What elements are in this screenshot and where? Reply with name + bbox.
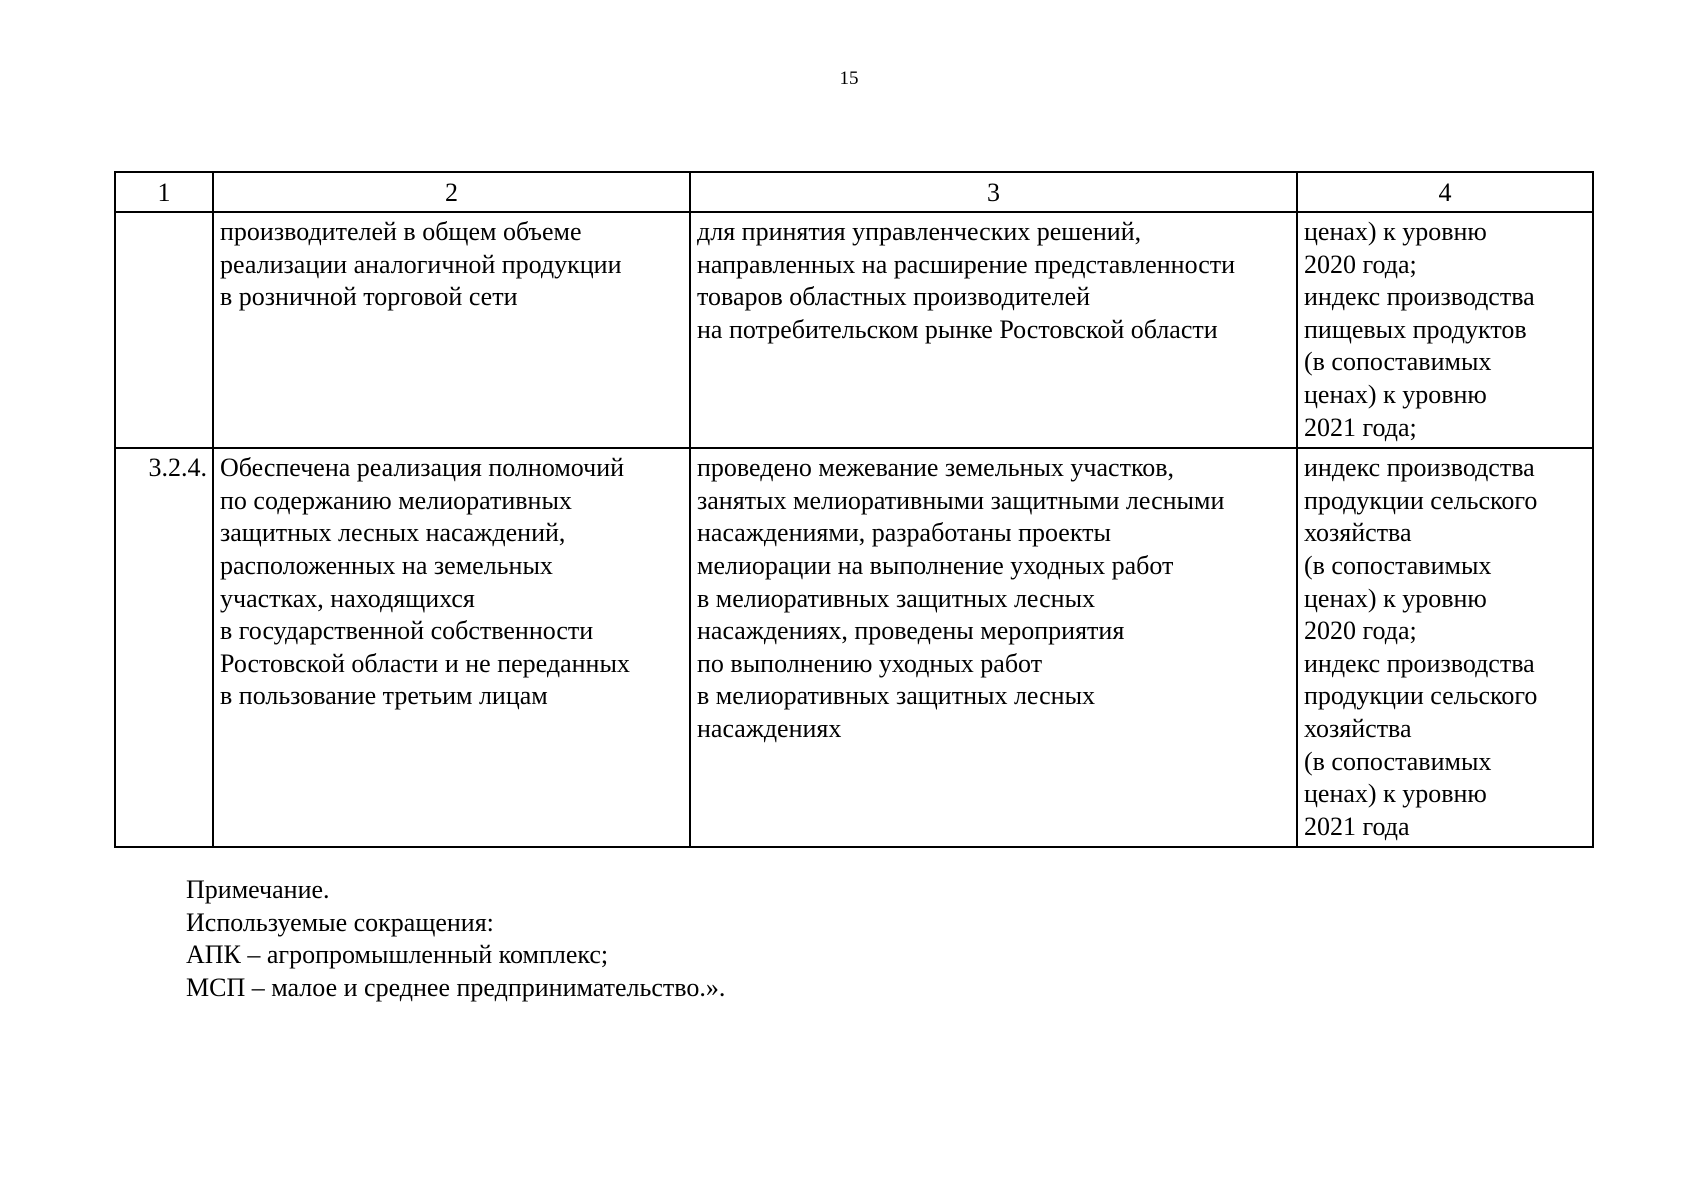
column-header-3: 3 [690, 172, 1297, 212]
effect-text: проведено межевание земельных участков, занятых мелиоративными защитными лесными насаждениями, разработаны проекты мелиорации на выполнение уходных работ в мелиоративных защитных лесных насаждениях, проведены мероприятия по выполнению уходных работ в мелиоративных защитных лесных насаждениях [697, 453, 1225, 743]
result-cell [213, 212, 690, 448]
column-header-2: 2 [213, 172, 690, 212]
row-number-text: 3.2.4. [148, 453, 207, 483]
indicator-text: ценах) к уровню 2020 года; индекс производства пищевых продуктов (в сопоставимых ценах) к уровню 2021 года; [1304, 217, 1535, 442]
row-number [115, 212, 213, 448]
abbreviation-item: МСП – малое и среднее предпринимательство.». [186, 972, 726, 1002]
table-row [115, 448, 1593, 847]
indicator-cell [1297, 212, 1593, 448]
notes-subtitle: Используемые сокращения: [186, 907, 494, 937]
effect-cell [690, 448, 1297, 847]
indicator-cell [1297, 448, 1593, 847]
notes-section [186, 874, 725, 1004]
column-header-1: 1 [115, 172, 213, 212]
indicator-text: индекс производства продукции сельского хозяйства (в сопоставимых ценах) к уровню 2020 года; индекс производства продукции сельского хозяйства (в сопоставимых ценах) к уровню 2021 года [1304, 453, 1538, 841]
result-cell [213, 448, 690, 847]
result-text: производителей в общем объеме реализации аналогичной продукции в розничной торговой сети [220, 217, 622, 312]
table-row [115, 212, 1593, 448]
table-header-row [115, 172, 1593, 212]
results-table [114, 171, 1594, 848]
page-number: 15 [839, 68, 859, 89]
effect-text: для принятия управленческих решений, направленных на расширение представленности товаров областных производителей на потребительском рынке Ростовской области [697, 217, 1236, 344]
abbreviation-item: АПК – агропромышленный комплекс; [186, 940, 609, 970]
result-text: Обеспечена реализация полномочий по содержанию мелиоративных защитных лесных насаждений, расположенных на земельных участках, находящихся в государственной собственности Ростовской области и не переданных в пользование третьим лицам [220, 453, 630, 711]
effect-cell [690, 212, 1297, 448]
notes-title: Примечание. [186, 875, 330, 904]
row-number [115, 448, 213, 847]
column-header-4: 4 [1297, 172, 1593, 212]
